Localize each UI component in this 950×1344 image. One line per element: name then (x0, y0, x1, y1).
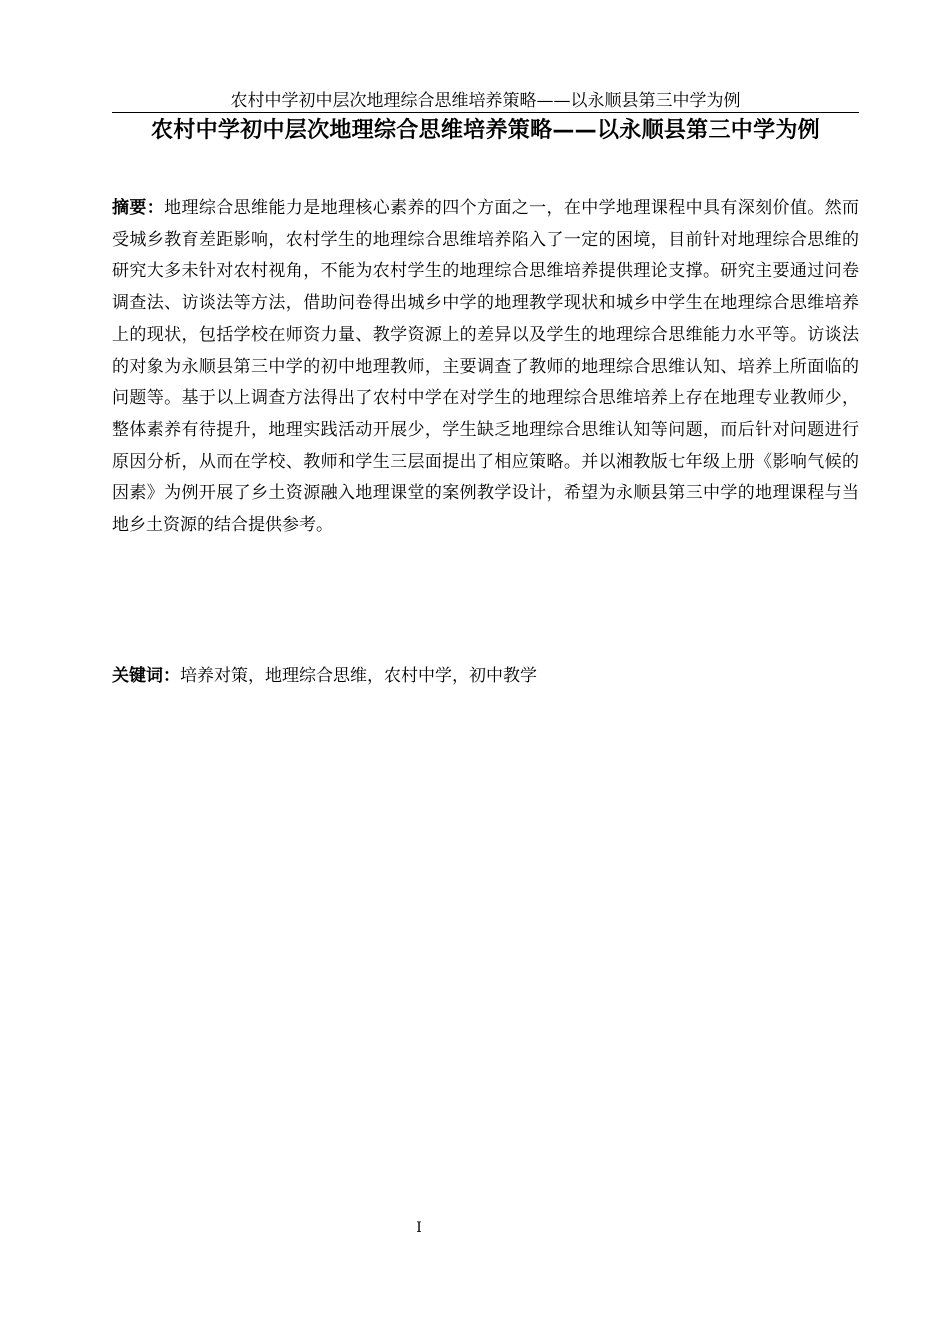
abstract-text: 地理综合思维能力是地理核心素养的四个方面之一，在中学地理课程中具有深刻价值。然而受城乡教育差距影响，农村学生的地理综合思维培养陷入了一定的困境，目前针对地理综合思维的研究大多未针对农村视角，不能为农村学生的地理综合思维培养提供理论支撑。研究主要通过问卷调查法、访谈法等方法，借助问卷得出城乡中学的地理教学现状和城乡中学生在地理综合思维培养上的现状，包括学校在师资力量、教学资源上的差异以及学生的地理综合思维能力水平等。访谈法的对象为永顺县第三中学的初中地理教师，主要调查了教师的地理综合思维认知、培养上所面临的问题等。基于以上调查方法得出了农村中学在对学生的地理综合思维培养上存在地理专业教师少，整体素养有待提升，地理实践活动开展少，学生缺乏地理综合思维认知等问题，而后针对问题进行原因分析，从而在学校、教师和学生三层面提出了相应策略。并以湘教版七年级上册《影响气候的因素》为例开展了乡土资源融入地理课堂的案例教学设计，希望为永顺县第三中学的地理课程与当地乡土资源的结合提供参考。 (112, 198, 860, 536)
page-number: I (416, 1220, 422, 1236)
document-title: 农村中学初中层次地理综合思维培养策略——以永顺县第三中学为例 (150, 118, 820, 143)
keywords-text: 培养对策，地理综合思维，农村中学，初中教学 (180, 666, 537, 686)
abstract-label: 摘要： (112, 198, 165, 218)
keywords-label: 关键词： (112, 666, 180, 686)
keywords-line (112, 664, 859, 688)
abstract-paragraph (112, 193, 859, 542)
running-header: 农村中学初中层次地理综合思维培养策略——以永顺县第三中学为例 (230, 91, 741, 111)
header-divider (112, 112, 859, 113)
